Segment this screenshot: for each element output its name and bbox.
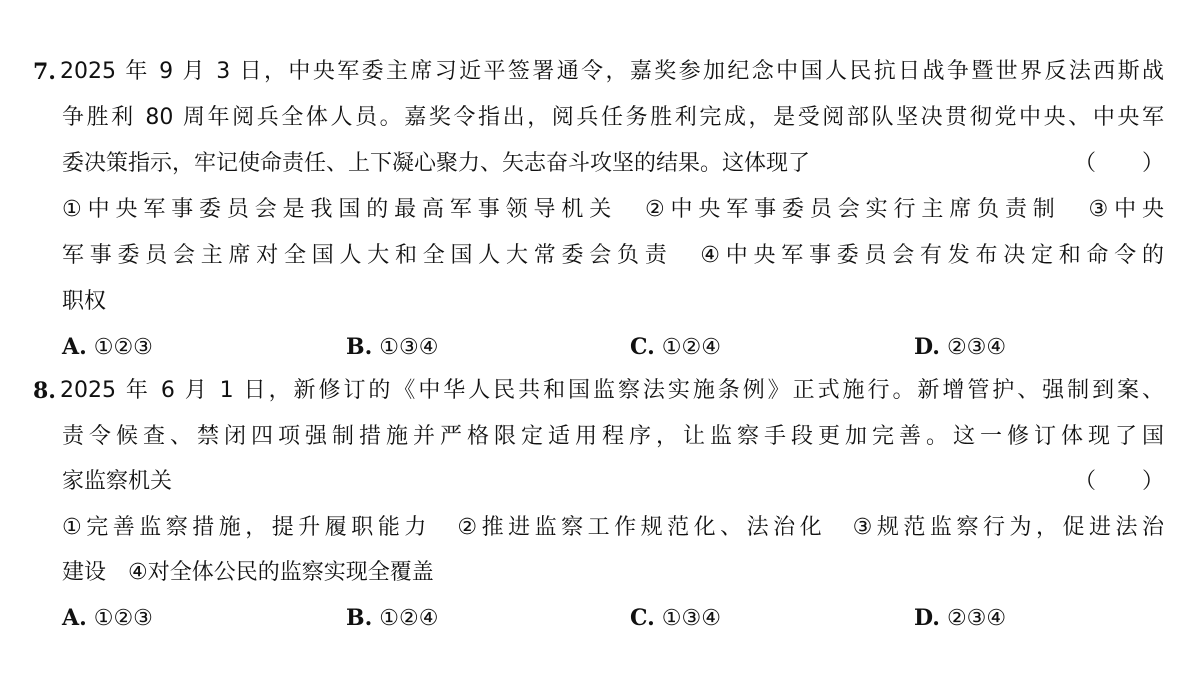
question-stem-line — [0, 49, 1200, 95]
question-stem-text: 委决策指示，牢记使命责任、上下凝心聚力、矢志奋斗攻坚的结果。这体现了 — [62, 151, 811, 176]
option-value: ①③④ — [379, 335, 439, 360]
option-b[interactable] — [346, 324, 438, 371]
choice-statement-line — [0, 505, 1200, 551]
option-d[interactable] — [914, 324, 1006, 371]
answer-paren-right: ） — [1141, 469, 1164, 494]
option-value: ①②④ — [661, 335, 721, 360]
option-value: ②③④ — [946, 606, 1007, 631]
option-value: ②③④ — [946, 335, 1007, 360]
option-label: C. — [630, 334, 655, 360]
question-stem-text: 2025 年 9 月 3 日，中央军委主席习近平签署通令，嘉奖参加纪念中国人民抗日战争暨世界反法西斯战 — [60, 59, 1164, 84]
options-row — [0, 595, 1200, 641]
option-value: ①②③ — [93, 335, 153, 360]
option-label: A. — [62, 334, 87, 360]
answer-paren-left: （ — [1074, 151, 1097, 176]
option-value: ①②③ — [93, 606, 153, 631]
question-number: 7. — [33, 59, 56, 85]
question-stem-text: 责令候查、禁闭四项强制措施并严格限定适用程序，让监察手段更加完善。这一修订体现了国 — [62, 424, 1164, 449]
choice-statement-line — [0, 279, 1200, 325]
question-stem-line — [0, 414, 1200, 460]
answer-paren-left: （ — [1074, 469, 1097, 494]
option-value: ①③④ — [661, 606, 721, 631]
choice-statement-line — [0, 550, 1200, 596]
question-stem-text: 争胜利 80 周年阅兵全体人员。嘉奖令指出，阅兵任务胜利完成，是受阅部队坚决贯彻党中央、中央军 — [62, 105, 1164, 130]
options-row — [0, 324, 1200, 370]
choice-statement-text: 职权 — [62, 289, 107, 314]
choice-statement-text: ①中央军事委员会是我国的最高军事领导机关 ②中央军事委员会实行主席负责制 ③中央 — [62, 197, 1164, 222]
question-number: 8. — [33, 378, 56, 404]
option-c[interactable] — [630, 595, 721, 642]
option-label: D. — [914, 334, 940, 360]
choice-statement-text: ①完善监察措施，提升履职能力 ②推进监察工作规范化、法治化 ③规范监察行为，促进法治 — [62, 515, 1164, 540]
question-stem-text: 2025 年 6 月 1 日，新修订的《中华人民共和国监察法实施条例》正式施行。新增管护、强制到案、 — [60, 378, 1164, 403]
choice-statement-line — [0, 233, 1200, 279]
option-label: C. — [630, 605, 655, 631]
question-stem-line — [0, 141, 1200, 187]
option-label: D. — [914, 605, 940, 631]
question-stem-line — [0, 459, 1200, 505]
choice-statement-text: 建设 ④对全体公民的监察实现全覆盖 — [62, 560, 434, 585]
choice-statement-text: 军事委员会主席对全国人大和全国人大常委会负责 ④中央军事委员会有发布决定和命令的 — [62, 243, 1164, 268]
option-a[interactable] — [62, 595, 153, 642]
option-value: ①②④ — [379, 606, 439, 631]
option-a[interactable] — [62, 324, 153, 371]
option-label: B. — [346, 334, 373, 360]
option-label: B. — [346, 605, 373, 631]
option-c[interactable] — [630, 324, 721, 371]
question-stem-text: 家监察机关 — [62, 469, 173, 494]
choice-statement-line — [0, 187, 1200, 233]
question-stem-line — [0, 368, 1200, 414]
option-d[interactable] — [914, 595, 1006, 642]
question-stem-line — [0, 95, 1200, 141]
option-b[interactable] — [346, 595, 438, 642]
answer-paren-right: ） — [1141, 151, 1164, 176]
option-label: A. — [62, 605, 87, 631]
